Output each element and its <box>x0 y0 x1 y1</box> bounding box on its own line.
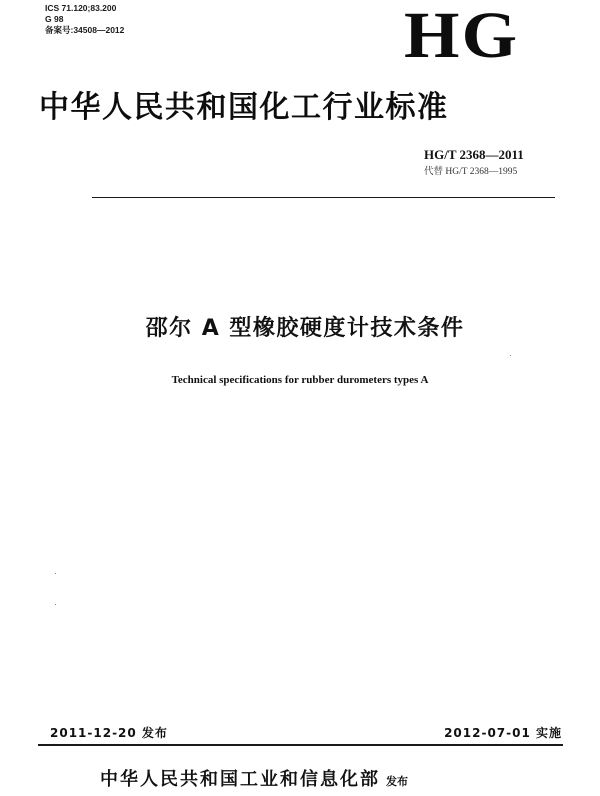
publisher-name: 中华人民共和国工业和信息化部 <box>100 769 380 790</box>
issue-date: 2011-12-20 发布 <box>50 726 168 740</box>
publisher-line <box>100 768 408 794</box>
standard-category-title: 中华人民共和国化工行业标准 <box>39 90 449 125</box>
scan-speck <box>55 573 56 574</box>
publisher-suffix: 发布 <box>386 775 408 788</box>
document-title-english: Technical specifications for rubber durometers types A <box>171 374 429 386</box>
replaces-standard: 代替 HG/T 2368—1995 <box>424 167 518 177</box>
document-title-chinese: 邵尔 A 型橡胶硬度计技术条件 <box>145 316 465 341</box>
standard-number: HG/T 2368—2011 <box>424 147 524 162</box>
scan-speck <box>510 355 511 356</box>
hg-logo: HG <box>404 0 520 72</box>
header-divider <box>92 197 555 198</box>
ics-code: ICS 71.120;83.200 <box>45 3 117 13</box>
effective-date: 2012-07-01 实施 <box>444 726 562 740</box>
record-number: 备案号:34508—2012 <box>45 25 125 35</box>
scan-speck <box>55 604 56 605</box>
header-metadata <box>45 3 124 36</box>
classification-code: G 98 <box>45 14 64 24</box>
footer-divider <box>38 744 563 746</box>
